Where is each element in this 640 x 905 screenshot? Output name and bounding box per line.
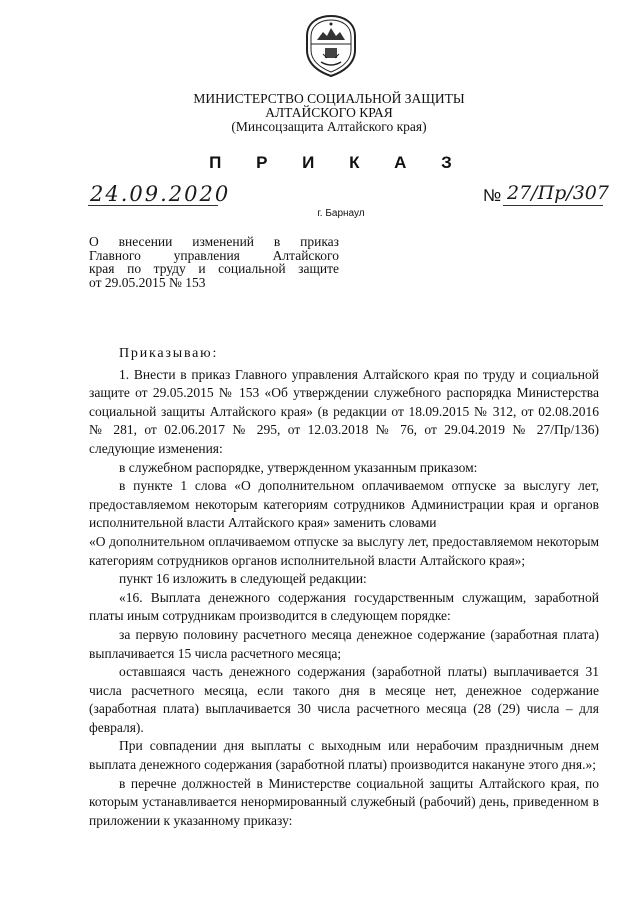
coat-of-arms-icon <box>303 14 359 78</box>
subject-line: края по труду и социальной защите <box>89 261 339 276</box>
paragraph: в пункте 1 слова «О дополнительном оплачиваемом отпуске за выслугу лет, предоставляемом некоторым категориям сотрудников Администрации края и органов исполнительной власти Алтайского края» заменить словами <box>89 478 599 531</box>
document-subject <box>89 235 339 289</box>
ministry-name-line2: АЛТАЙСКОГО КРАЯ <box>265 105 393 120</box>
paragraph: оставшаяся часть денежного содержания (заработной платы) выплачивается 31 числа расчетного месяца, если такого дня в месяце нет, денежное содержание (заработная плата) выплачивается 30 числа расчетного месяца (28 (29) числа – для февраля). <box>89 664 599 735</box>
number-underline <box>503 205 603 206</box>
paragraph: «16. Выплата денежного содержания государственным служащим, заработной платы иным сотрудникам производится в следующем порядке: <box>89 589 599 624</box>
paragraph: пункт 16 изложить в следующей редакции: <box>119 571 367 587</box>
date-underline <box>88 205 218 206</box>
document-body <box>89 345 599 830</box>
document-title: П Р И К А З <box>209 153 467 172</box>
paragraph: При совпадении дня выплаты с выходным или нерабочим праздничным днем выплата денежного содержания (заработной платы) производится накануне этого дня.»; <box>89 738 599 773</box>
subject-line: О внесении изменений в приказ <box>89 234 339 249</box>
document-number: 27/Пр/307 <box>507 182 609 204</box>
number-sign: № <box>483 186 502 205</box>
city: г. Барнаул <box>317 208 365 219</box>
subject-line: Главного управления Алтайского <box>89 247 339 263</box>
ministry-short-name: (Минсоцзащита Алтайского края) <box>231 119 427 134</box>
subject-line: от 29.05.2015 № 153 <box>89 274 206 290</box>
paragraph: «О дополнительном оплачиваемом отпуске за выслугу лет, предоставляемом некоторым категориям сотрудников органов исполнительной власти Алтайского края»; <box>89 533 599 568</box>
paragraph: 1. Внести в приказ Главного управления Алтайского края по труду и социальной защите от 29.05.2015 № 153 «Об утверждении служебного распорядка Министерства социальной защиты Алтайского края» (в редакции от 18.09.2015 № 312, от 02.08.2016 № 281, от 02.06.2017 № 295, от 12.03.2018 № 76, от 29.04.2019 № 27/Пр/136) следующие изменения: <box>89 366 599 456</box>
order-word: Приказываю: <box>119 346 219 361</box>
paragraph: в служебном распорядке, утвержденном указанным приказом: <box>119 459 478 475</box>
ministry-name-line1: МИНИСТЕРСТВО СОЦИАЛЬНОЙ ЗАЩИТЫ <box>193 91 465 106</box>
paragraph: за первую половину расчетного месяца денежное содержание (заработная плата) выплачивается 15 числа расчетного месяца; <box>89 626 599 661</box>
ministry-header <box>0 92 640 134</box>
paragraph: в перечне должностей в Министерстве социальной защиты Алтайского края, по которым устанавливается ненормированный служебный (рабочий) день, приведенном в приложении к указанному приказу: <box>89 775 599 828</box>
document-date: 24.09.2020 <box>90 182 231 206</box>
